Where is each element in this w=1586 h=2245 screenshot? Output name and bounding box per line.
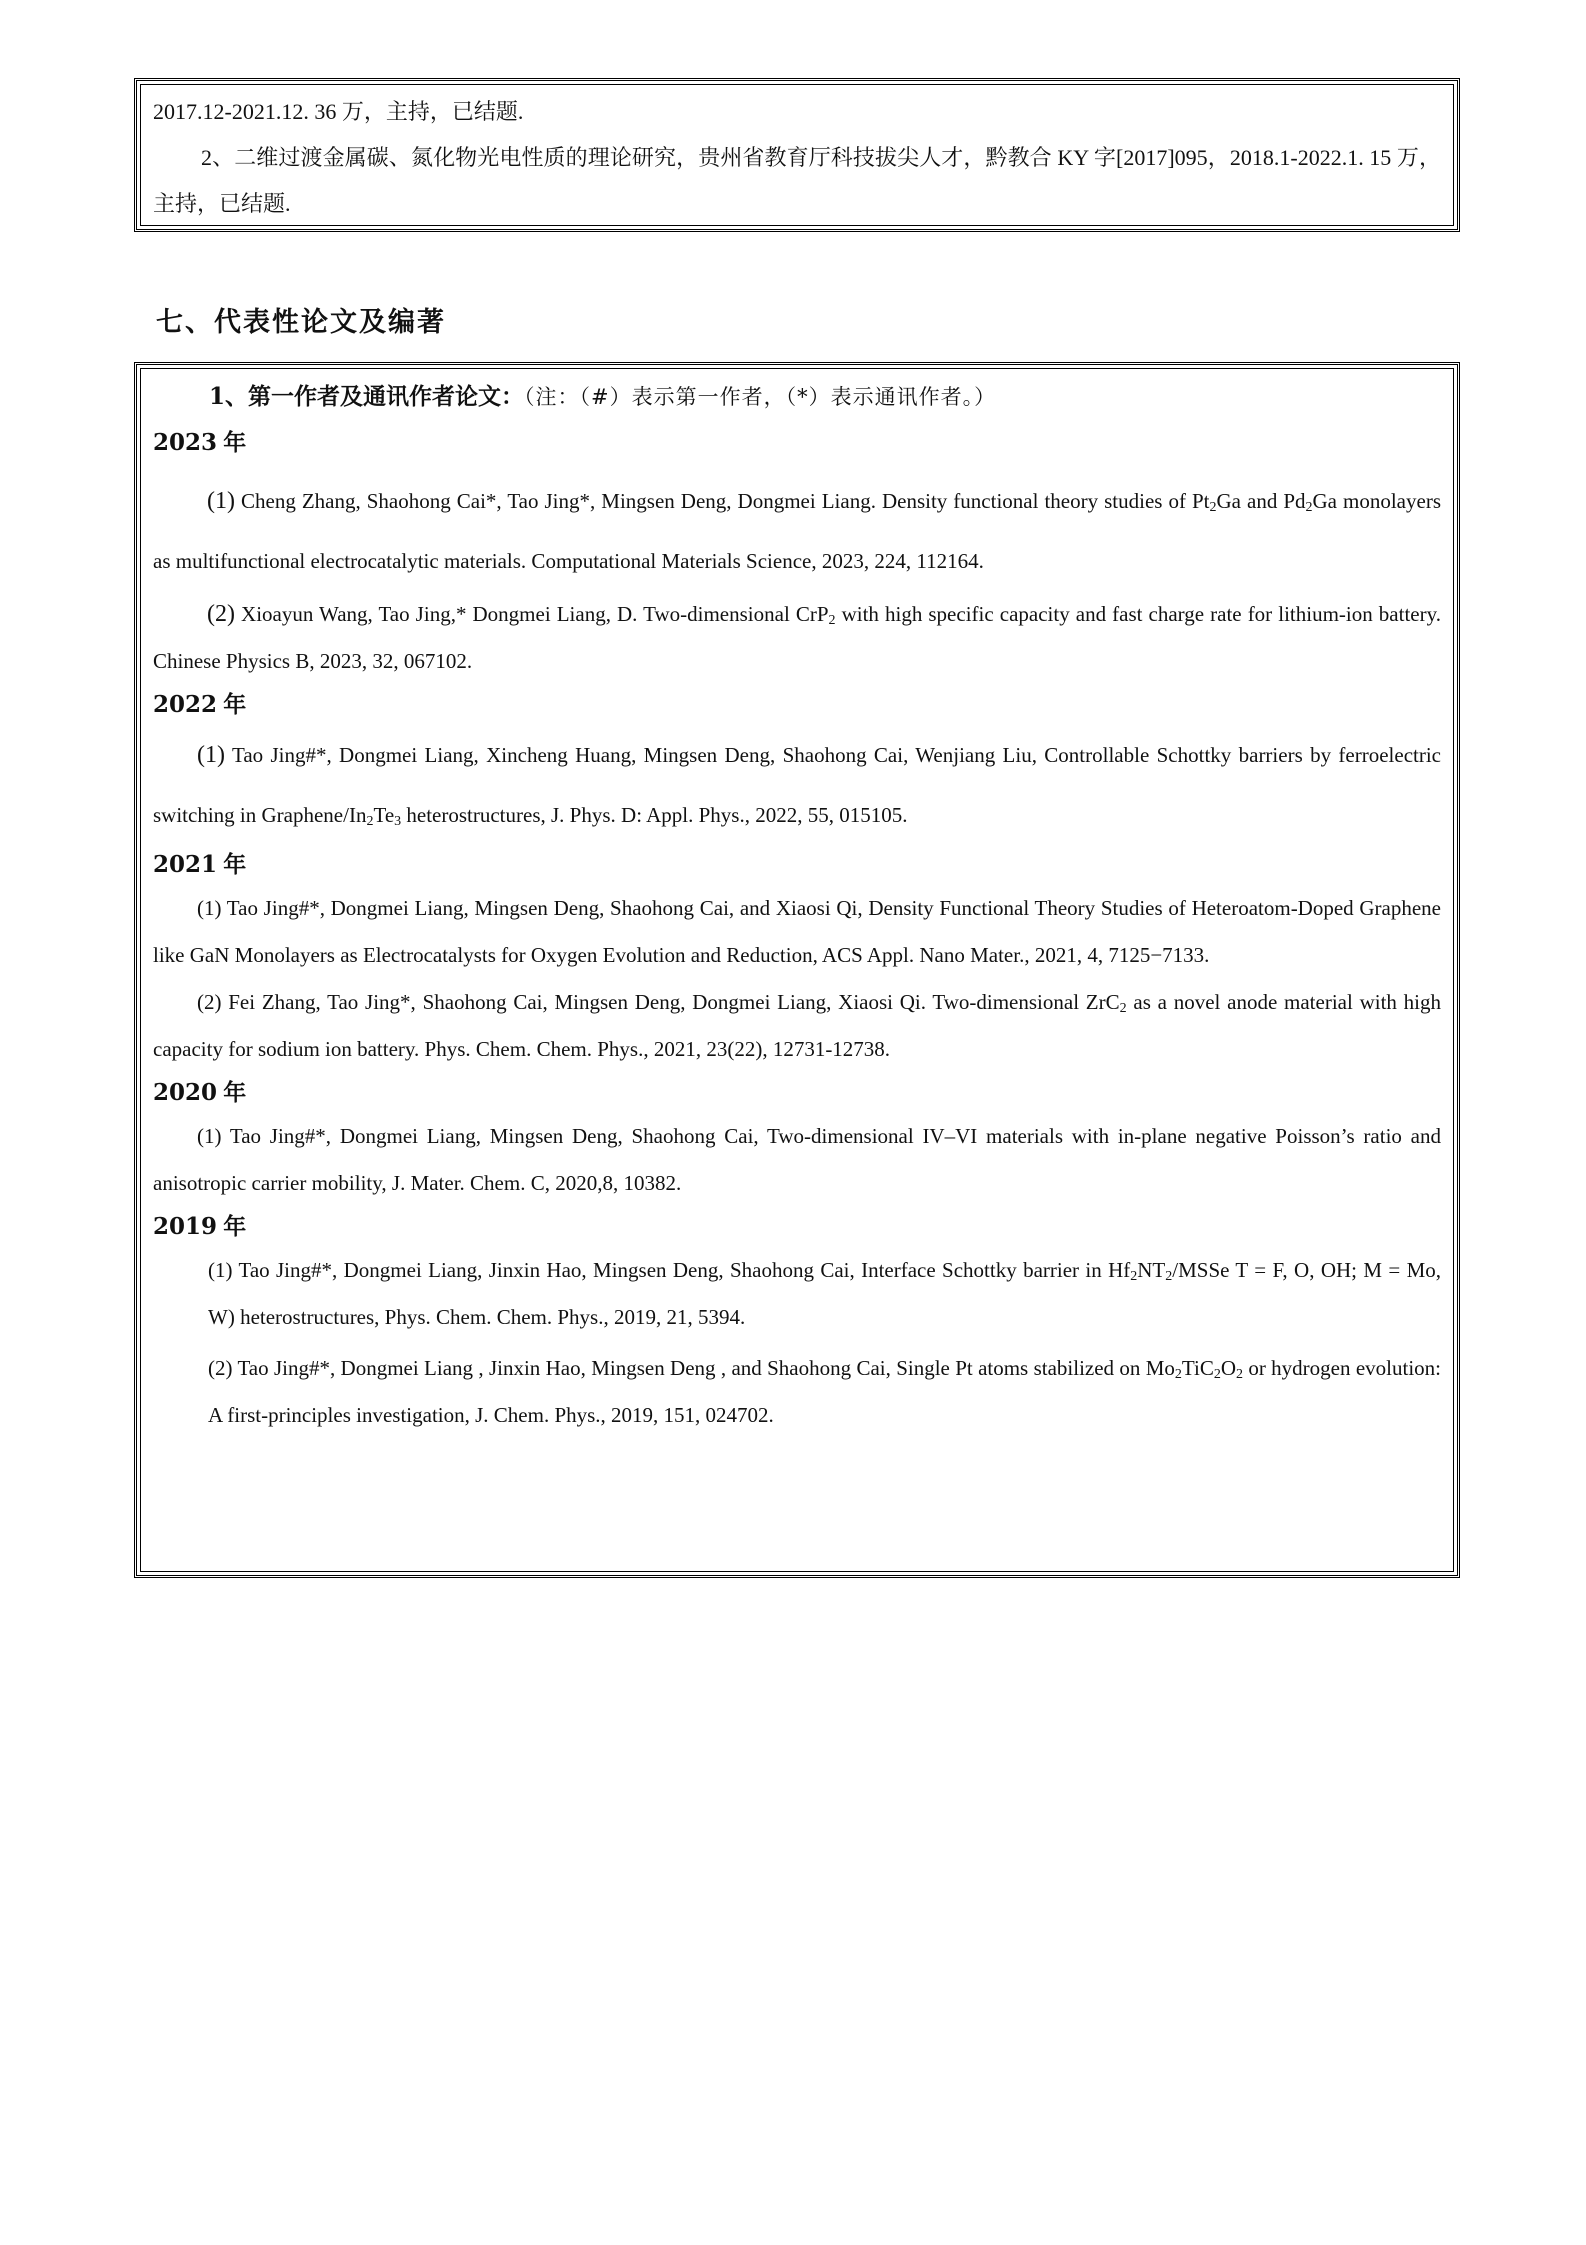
paper-number: (1) — [197, 742, 225, 768]
paper-2021-2 — [153, 979, 1441, 1073]
paper-text: as a novel anode material with high capacity for sodium ion battery. Phys. Chem. Chem. Phys., 2021, 23(22), 12731-12738. — [153, 990, 1442, 1061]
subscript: 2 — [1174, 1367, 1182, 1382]
year-suffix: 年 — [223, 1213, 247, 1240]
subscript: 3 — [394, 814, 402, 829]
year-heading-2019 — [153, 1207, 1441, 1247]
paper-text: Ga monolayers as multifunctional electrocatalytic materials. Computational Materials Science, 2023, 224, 112164. — [153, 489, 1441, 573]
paper-2022-1 — [153, 725, 1441, 845]
subscript: 2 — [1305, 500, 1313, 515]
paper-text: O — [1220, 1356, 1237, 1380]
paper-2021-1: (1) Tao Jing#*, Dongmei Liang, Mingsen Deng, Shaohong Cai, and Xiaosi Qi, Density Functional Theory Studies of Heteroatom-Doped Graphene like GaN Monolayers as Electrocatalysts for Oxygen Evolution and Reduction, ACS Appl. Nano Mater., 2021, 4, 7125−7133. — [153, 896, 1441, 967]
papers-lead — [153, 377, 1441, 417]
paper-2023-2 — [153, 591, 1441, 685]
year-suffix: 年 — [223, 691, 247, 718]
papers-lead-note: （注：（#）表示第一作者，（*）表示通讯作者。） — [524, 385, 997, 409]
paper-text: with high specific capacity and fast charge rate for lithium-ion battery. Chinese Physics B, 2023, 32, 067102. — [153, 602, 1441, 673]
paper-text: NT — [1137, 1258, 1166, 1282]
year-number: 2023 — [153, 429, 218, 456]
paper-text: Te — [373, 803, 395, 827]
paper-text: (1) Tao Jing#*, Dongmei Liang, Jinxin Hao, Mingsen Deng, Shaohong Cai, Interface Schottky barrier in Hf — [208, 1258, 1131, 1282]
subscript: 2 — [828, 613, 836, 628]
paper-text: Cheng Zhang, Shaohong Cai*, Tao Jing*, Mingsen Deng, Dongmei Liang. Density functional theory studies of Pt — [241, 489, 1210, 513]
paper-text: TiC — [1181, 1356, 1214, 1380]
paper-text: Tao Jing#*, Dongmei Liang, Xincheng Huang, Mingsen Deng, Shaohong Cai, Wenjiang Liu, Controllable Schottky barriers by ferroelectric switching in Graphene/In — [153, 743, 1441, 827]
paper-2019-2 — [153, 1345, 1441, 1439]
paper-number: (1) — [207, 488, 235, 514]
paper-number: (2) — [207, 601, 235, 627]
paper-text: (2) Tao Jing#*, Dongmei Liang , Jinxin Hao, Mingsen Deng , and Shaohong Cai, Single Pt atoms stabilized on Mo — [208, 1356, 1175, 1380]
paper-text: Ga and Pd — [1216, 489, 1306, 513]
year-suffix: 年 — [223, 851, 247, 878]
paper-2019-1 — [153, 1247, 1441, 1341]
project-box — [134, 78, 1460, 232]
year-number: 2021 — [153, 851, 218, 878]
subscript: 2 — [1236, 1367, 1244, 1382]
paper-2020-1: (1) Tao Jing#*, Dongmei Liang, Mingsen Deng, Shaohong Cai, Two-dimensional IV–VI materials with in-plane negative Poisson’s ratio and anisotropic carrier mobility, J. Mater. Chem. C, 2020,8, 10382. — [153, 1124, 1441, 1195]
year-heading-2023 — [153, 423, 1441, 463]
papers-lead-title: 1、第一作者及通讯作者论文： — [209, 383, 525, 410]
year-heading-2021 — [153, 845, 1441, 885]
project-line-1: 2017.12-2021.12. 36 万，主持，已结题. — [153, 99, 524, 124]
paper-text: heterostructures, J. Phys. D: Appl. Phys., 2022, 55, 015105. — [401, 803, 908, 827]
subscript: 2 — [366, 814, 374, 829]
year-number: 2019 — [153, 1213, 218, 1240]
year-number: 2020 — [153, 1079, 218, 1106]
year-suffix: 年 — [223, 1079, 247, 1106]
year-suffix: 年 — [223, 429, 247, 456]
year-heading-2020 — [153, 1073, 1441, 1113]
paper-text: /MSSe T = F, O, OH; M = Mo, W) heterostructures, Phys. Chem. Chem. Phys., 2019, 21, 5394. — [208, 1258, 1442, 1329]
subscript: 2 — [1209, 500, 1217, 515]
paper-text: Xioayun Wang, Tao Jing,* Dongmei Liang, D. Two-dimensional CrP — [241, 602, 829, 626]
year-heading-2022 — [153, 685, 1441, 725]
year-number: 2022 — [153, 691, 218, 718]
subscript: 2 — [1130, 1269, 1138, 1284]
section-title: 七、代表性论文及编著 — [156, 307, 446, 338]
paper-text: or hydrogen evolution: A first-principles investigation, J. Chem. Phys., 2019, 151, 024702. — [208, 1356, 1441, 1427]
subscript: 2 — [1165, 1269, 1173, 1284]
project-item-2: 2、二维过渡金属碳、氮化物光电性质的理论研究，贵州省教育厅科技拔尖人才，黔教合 KY 字[2017]095，2018.1-2022.1. 15 万，主持，已结题. — [153, 145, 1441, 216]
subscript: 2 — [1119, 1001, 1127, 1016]
paper-text: (2) Fei Zhang, Tao Jing*, Shaohong Cai, Mingsen Deng, Dongmei Liang, Xiaosi Qi. Two-dimensional ZrC — [197, 990, 1120, 1014]
paper-2023-1 — [153, 471, 1441, 591]
papers-box — [134, 362, 1460, 1578]
subscript: 2 — [1213, 1367, 1221, 1382]
